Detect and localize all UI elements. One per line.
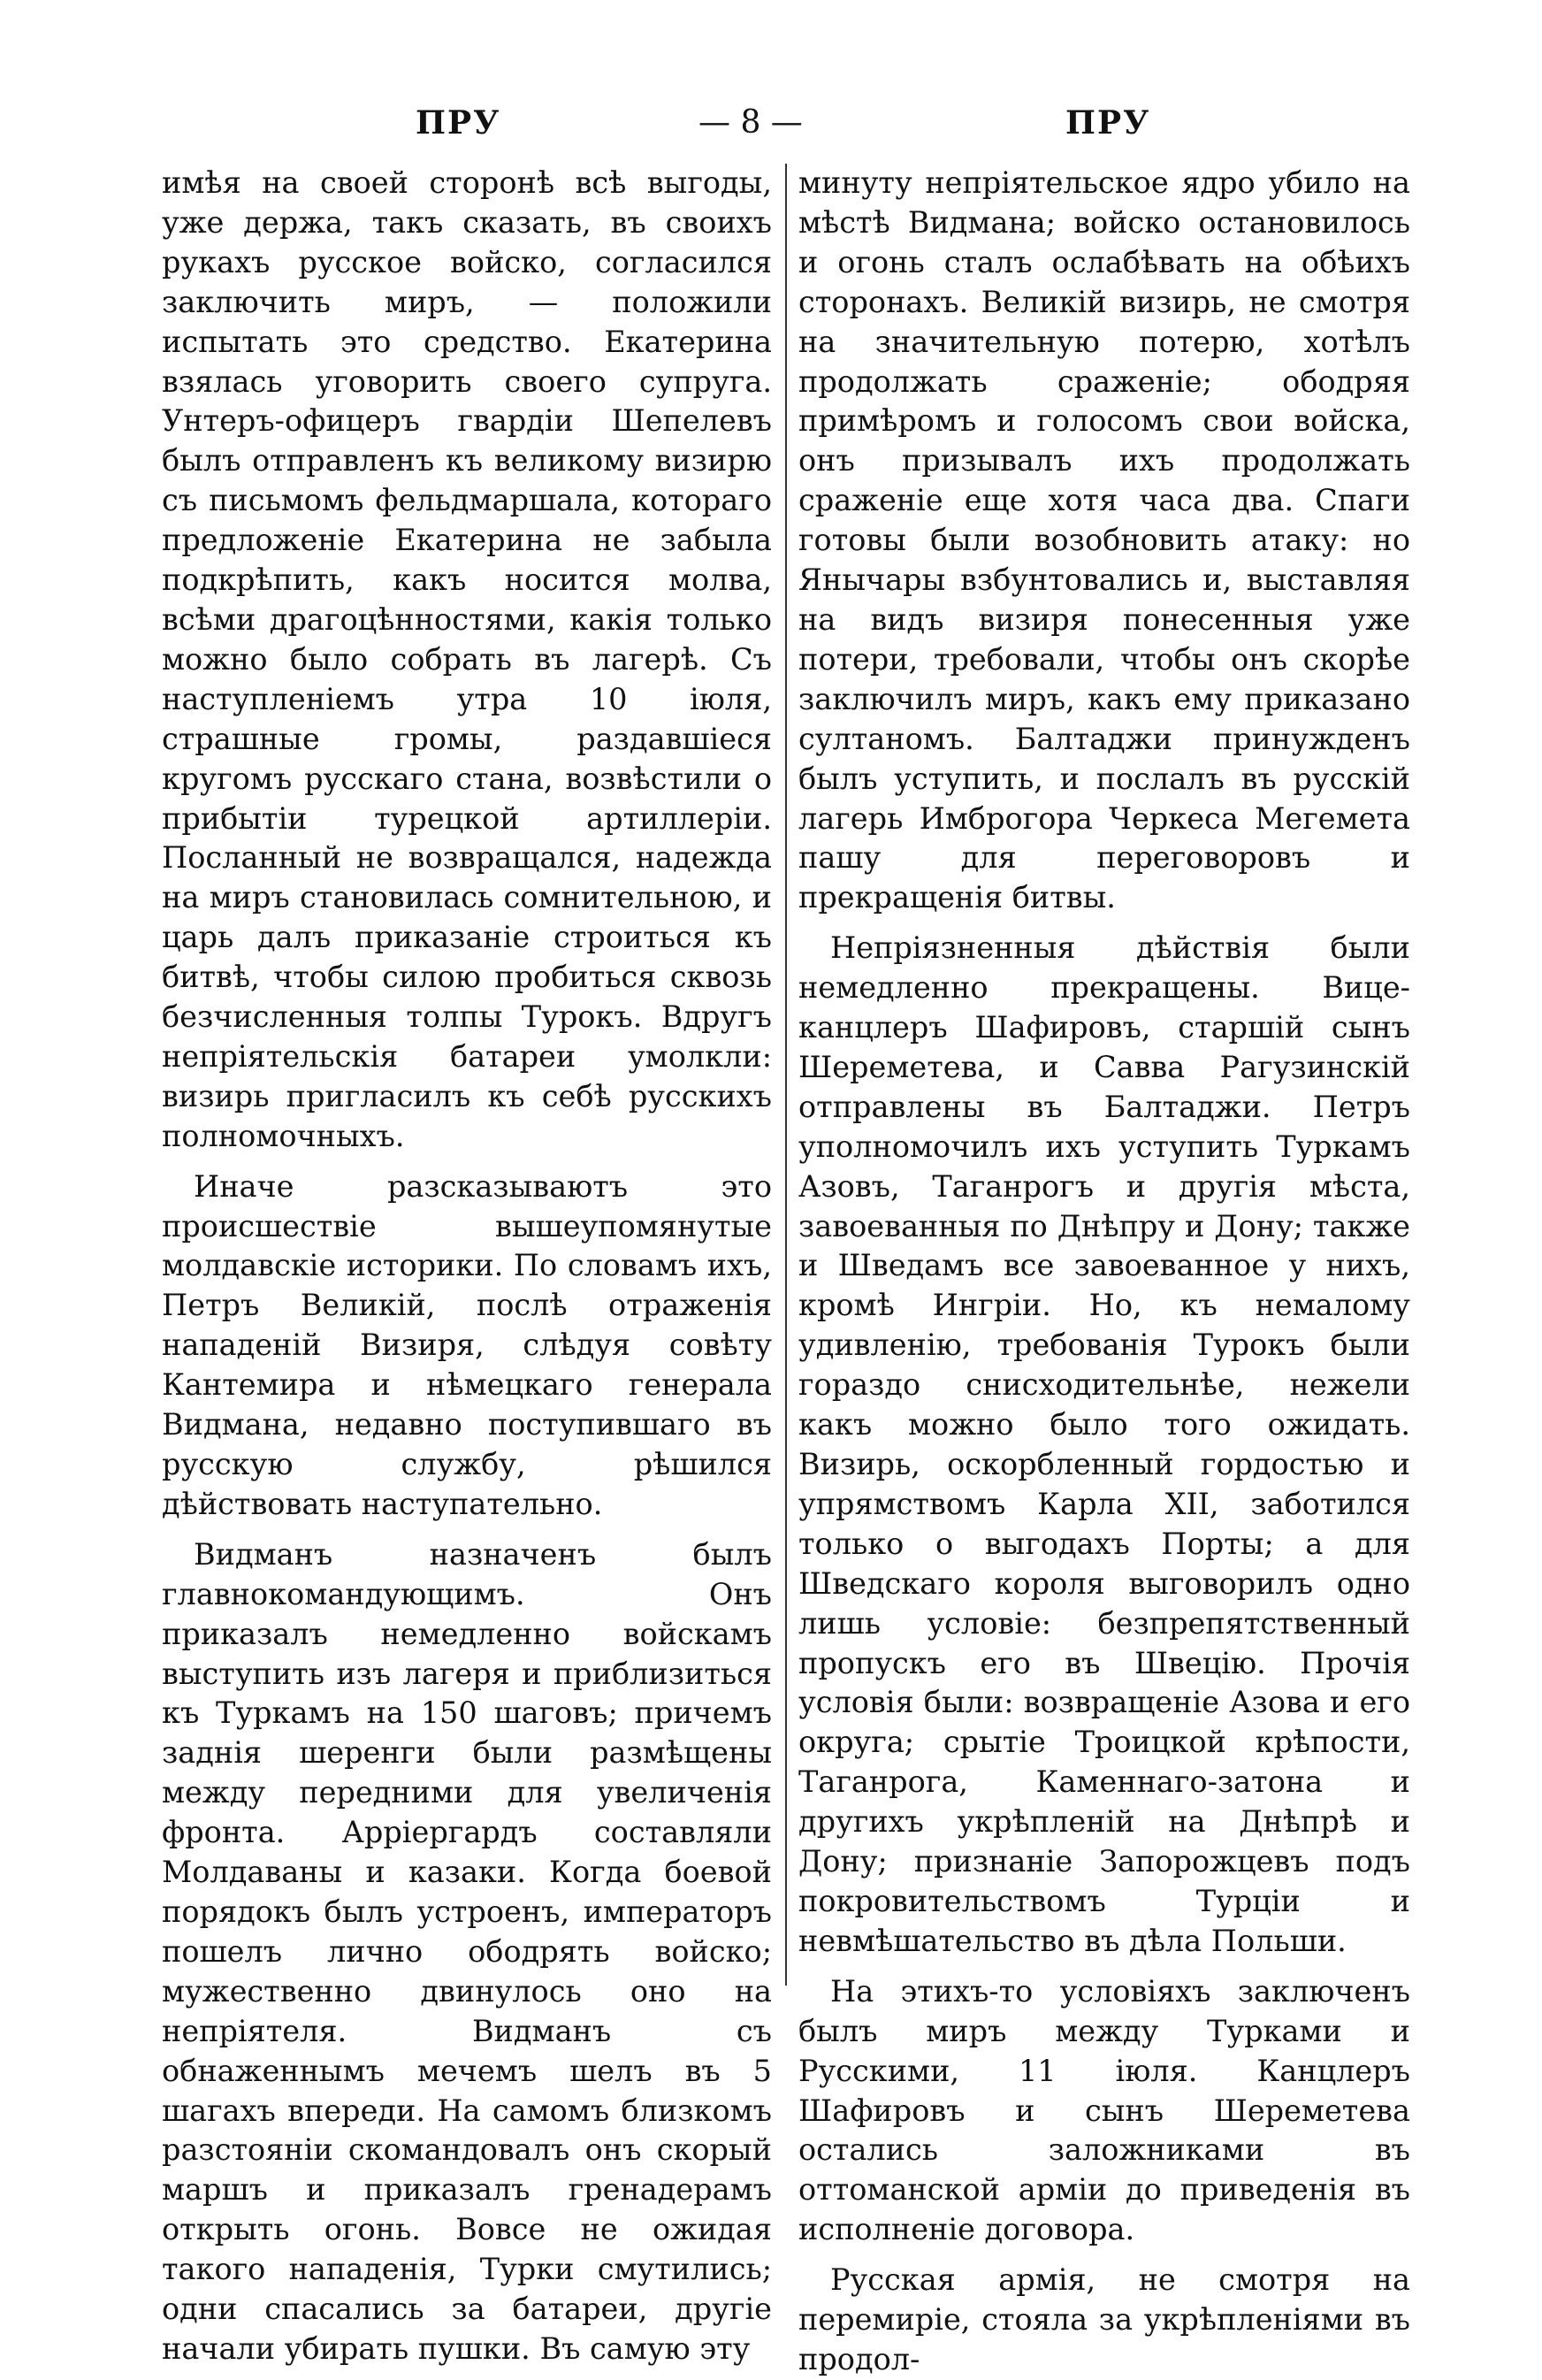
header-right-keyword: ПРУ (1065, 104, 1151, 142)
running-header (0, 104, 1542, 157)
header-left-keyword: ПРУ (416, 104, 501, 142)
paragraph: Видманъ назначенъ былъ главнокомандующимъ. Онъ приказалъ немедленно войскамъ выступить изъ лагеря и приблизиться къ Туркамъ на 150 шаговъ; причемъ заднія шеренги были размѣщены между передними для увеличенія фронта. Арріергардъ составляли Молдаваны и казаки. Когда боевой порядокъ былъ устроенъ, императоръ пошелъ лично ободрять войско; мужественно двинулось оно на непріятеля. Видманъ съ обнаженнымъ мечемъ шелъ въ 5 шагахъ впереди. На самомъ близкомъ разстояніи скомандовалъ онъ скорый маршъ и приказалъ гренадерамъ открыть огонь. Вовсе не ожидая такого нападенія, Турки смутились; одни спасались за батареи, другіе начали убирать пушки. Въ самую эту (162, 1536, 772, 2366)
paragraph: Иначе разсказываютъ это происшествіе вышеупомянутые молдавскіе историки. По словамъ ихъ, Петръ Великій, послѣ отраженія нападеній Визиря, слѣдуя совѣту Кантемира и нѣмецкаго генерала Видмана, недавно поступившаго въ русскую службу, рѣшился дѣйствовать наступательно. (162, 1168, 772, 1521)
paragraph: имѣя на своей сторонѣ всѣ выгоды, уже держа, такъ сказать, въ своихъ рукахъ русское войско, согласился заключить миръ, — положили испытать это средство. Екатерина взялась уговорить своего супруга. Унтеръ-офицеръ гвардіи Шепелевъ былъ отправленъ къ великому визирю съ письмомъ фельдмаршала, котораго предложеніе Екатерина не забыла подкрѣпить, какъ носится молва, всѣми драгоцѣнностями, какія только можно было собрать въ лагерѣ. Съ наступленіемъ утра 10 іюля, страшные громы, раздавшіеся кругомъ русскаго стана, возвѣстили о прибытіи турецкой артиллеріи. Посланный не возвращался, надежда на миръ становилась сомнительною, и царь далъ приказаніе строиться къ битвѣ, чтобы силою пробиться сквозь безчисленныя толпы Турокъ. Вдругъ непріятельскія батареи умолкли: визирь пригласилъ къ себѣ русскихъ полномочныхъ. (162, 165, 772, 1153)
right-column (798, 164, 1410, 2376)
paragraph: Непріязненныя дѣйствія были немедленно прекращены. Вице-канцлеръ Шафировъ, старшій сынъ Шереметева, и Савва Рагузинскій отправлены въ Балтаджи. Петръ уполномочилъ ихъ уступить Туркамъ Азовъ, Таганрогъ и другія мѣста, завоеванныя по Днѣпру и Дону; также и Шведамъ все завоеванное у нихъ, кромѣ Ингріи. Но, къ немалому удивленію, требованія Турокъ были гораздо снисходительнѣе, нежели какъ можно было того ожидать. Визирь, оскорбленный гордостью и упрямствомъ Карла XII, заботился только о выгодахъ Порты; а для Шведскаго короля выговорилъ одно лишь условіе: безпрепятственный пропускъ его въ Швецію. Прочія условія были: возвращеніе Азова и его округа; срытіе Троицкой крѣпости, Таганрога, Каменнаго-затона и другихъ укрѣпленій на Днѣпрѣ и Дону; признаніе Запорожцевъ подъ покровительствомъ Турціи и невмѣшательство въ дѣла Польши. (798, 930, 1410, 1958)
left-column (162, 164, 772, 2366)
paragraph: Русская армія, не смотря на перемиріе, стояла за укрѣпленіями въ продол- (798, 2262, 1410, 2376)
page-number: — 8 — (698, 104, 803, 141)
column-divider (785, 164, 787, 1986)
paragraph: На этихъ-то условіяхъ заключенъ былъ миръ между Турками и Русскими, 11 іюля. Канцлеръ Шафировъ и сынъ Шереметева остались заложниками въ оттоманской арміи до приведенія въ исполненіе договора. (798, 1973, 1410, 2247)
paragraph: минуту непріятельское ядро убило на мѣстѣ Видмана; войско остановилось и огонь сталъ ослабѣвать на обѣихъ сторонахъ. Великій визирь, не смотря на значительную потерю, хотѣлъ продолжать сраженіе; ободряя примѣромъ и голосомъ свои войска, онъ призывалъ ихъ продолжать сраженіе еще хотя часа два. Спаги готовы были возобновить атаку: но Янычары взбунтовались и, выставляя на видъ визиря понесенныя уже потери, требовали, чтобы онъ скорѣе заключилъ миръ, какъ ему приказано султаномъ. Балтаджи принужденъ былъ уступить, и послалъ въ русскій лагерь Имброгора Черкеса Мегемета пашу для переговоровъ и прекращенія битвы. (798, 165, 1410, 915)
